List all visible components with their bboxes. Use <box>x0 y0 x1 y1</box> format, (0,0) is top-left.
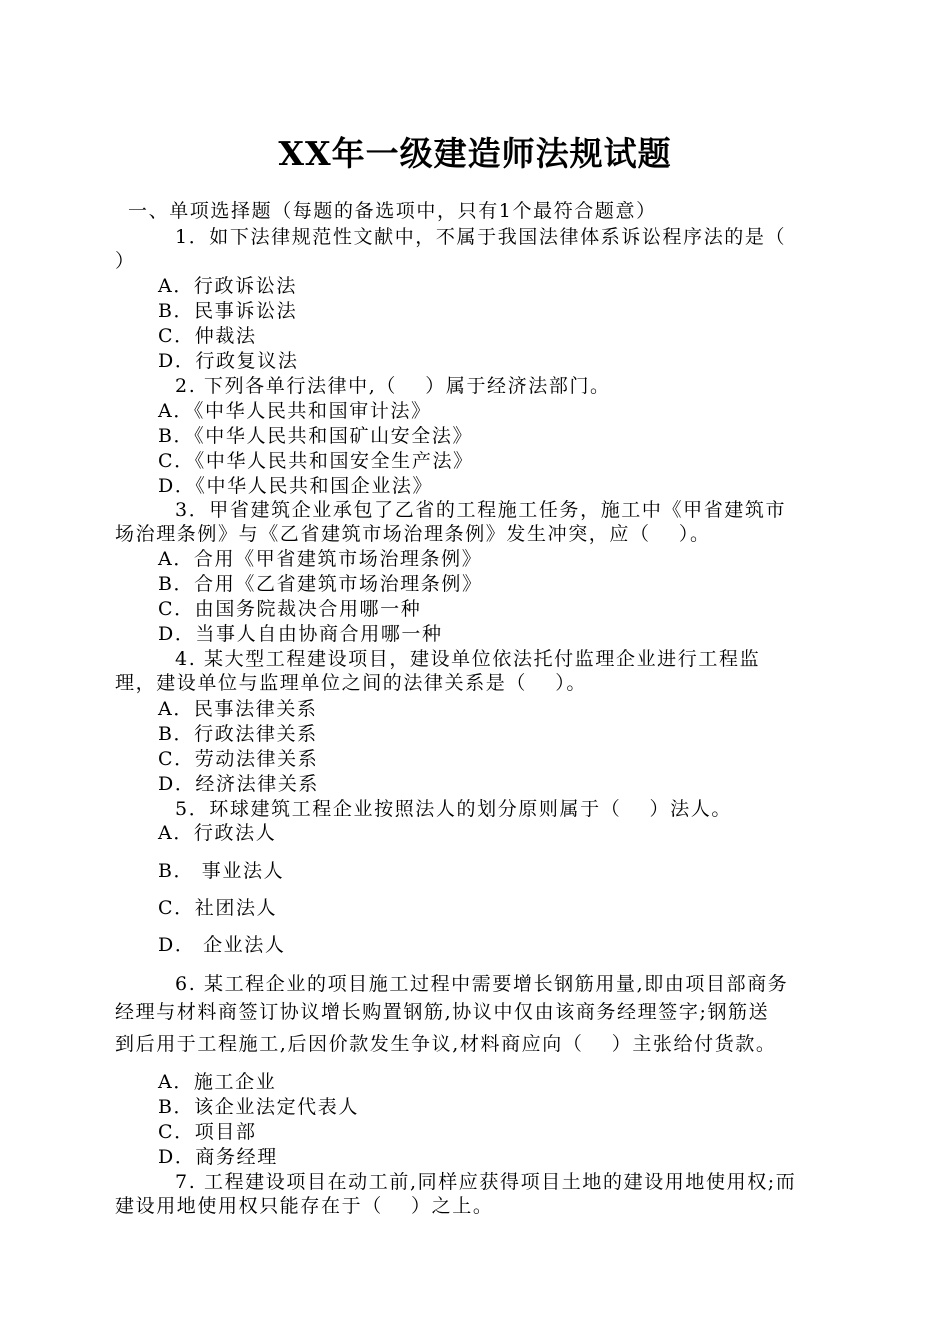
question-6-option-b: B．该企业法定代表人 <box>158 1096 359 1118</box>
question-2-stem-line-1: 2. 下列各单行法律中,（ ）属于经济法部门。 <box>175 375 611 397</box>
question-6-option-a: A．施工企业 <box>158 1071 277 1093</box>
question-3-stem-line-1: 3．甲省建筑企业承包了乙省的工程施工任务，施工中《甲省建筑市 <box>175 499 787 521</box>
question-1-option-a: A．行政诉讼法 <box>158 275 297 297</box>
question-7-stem-line-1: 7. 工程建设项目在动工前,同样应获得项目土地的建设用地使用权;而 <box>175 1171 797 1193</box>
question-1-stem-line-1: 1．如下法律规范性文献中，不属于我国法律体系诉讼程序法的是（ <box>175 226 787 248</box>
question-2-option-b: B．《中华人民共和国矿山安全法》 <box>158 425 474 447</box>
question-4-option-d: D．经济法律关系 <box>158 773 320 795</box>
question-3-option-b: B．合用《乙省建筑市场治理条例》 <box>158 573 483 595</box>
question-4-option-a: A．民事法律关系 <box>158 698 318 720</box>
question-1-option-b: B．民事诉讼法 <box>158 300 298 322</box>
question-5-option-c: C．社团法人 <box>158 897 278 919</box>
question-5-option-a: A．行政法人 <box>158 822 277 844</box>
question-1-option-c: C．仲裁法 <box>158 325 257 347</box>
question-6-stem-line-1: 6. 某工程企业的项目施工过程中需要增长钢筋用量,即由项目部商务 <box>175 973 789 995</box>
question-5-option-b: B． 事业法人 <box>158 860 285 882</box>
question-2-option-c: C．《中华人民共和国安全生产法》 <box>158 450 474 472</box>
question-2-option-d: D．《中华人民共和国企业法》 <box>158 475 434 497</box>
question-3-option-c: C．由国务院裁决合用哪一种 <box>158 598 422 620</box>
question-4-stem-line-2: 理，建设单位与监理单位之间的法律关系是（ ）。 <box>115 672 587 694</box>
question-3-option-d: D．当事人自由协商合用哪一种 <box>158 623 443 645</box>
question-7-stem-line-2: 建设用地使用权只能存在于（ ）之上。 <box>115 1195 494 1217</box>
question-6-stem-line-2: 经理与材料商签订协议增长购置钢筋,协议中仅由该商务经理签字;钢筋送 <box>115 1001 770 1023</box>
question-2-option-a: A．《中华人民共和国审计法》 <box>158 400 432 422</box>
question-6-option-d: D．商务经理 <box>158 1146 278 1168</box>
question-6-stem-line-3: 到后用于工程施工,后因价款发生争议,材料商应向（ ）主张给付货款。 <box>115 1033 777 1055</box>
question-5-option-d: D． 企业法人 <box>158 934 286 956</box>
question-1-option-d: D．行政复议法 <box>158 350 299 372</box>
question-3-option-a: A．合用《甲省建筑市场治理条例》 <box>158 548 483 570</box>
question-4-stem-line-1: 4. 某大型工程建设项目，建设单位依法托付监理企业进行工程监 <box>175 648 761 670</box>
question-4-option-b: B．行政法律关系 <box>158 723 318 745</box>
document-title: XX年一级建造师法规试题 <box>278 134 672 173</box>
question-4-option-c: C．劳动法律关系 <box>158 748 319 770</box>
question-6-option-c: C．项目部 <box>158 1121 257 1143</box>
section-heading: 一、单项选择题（每题的备选项中，只有1个最符合题意） <box>128 200 657 222</box>
question-1-stem-line-2: ） <box>115 250 136 272</box>
question-5-stem-line-1: 5．环球建筑工程企业按照法人的划分原则属于（ ）法人。 <box>175 798 732 820</box>
question-3-stem-line-2: 场治理条例》与《乙省建筑市场治理条例》发生冲突，应（ ）。 <box>115 523 711 545</box>
